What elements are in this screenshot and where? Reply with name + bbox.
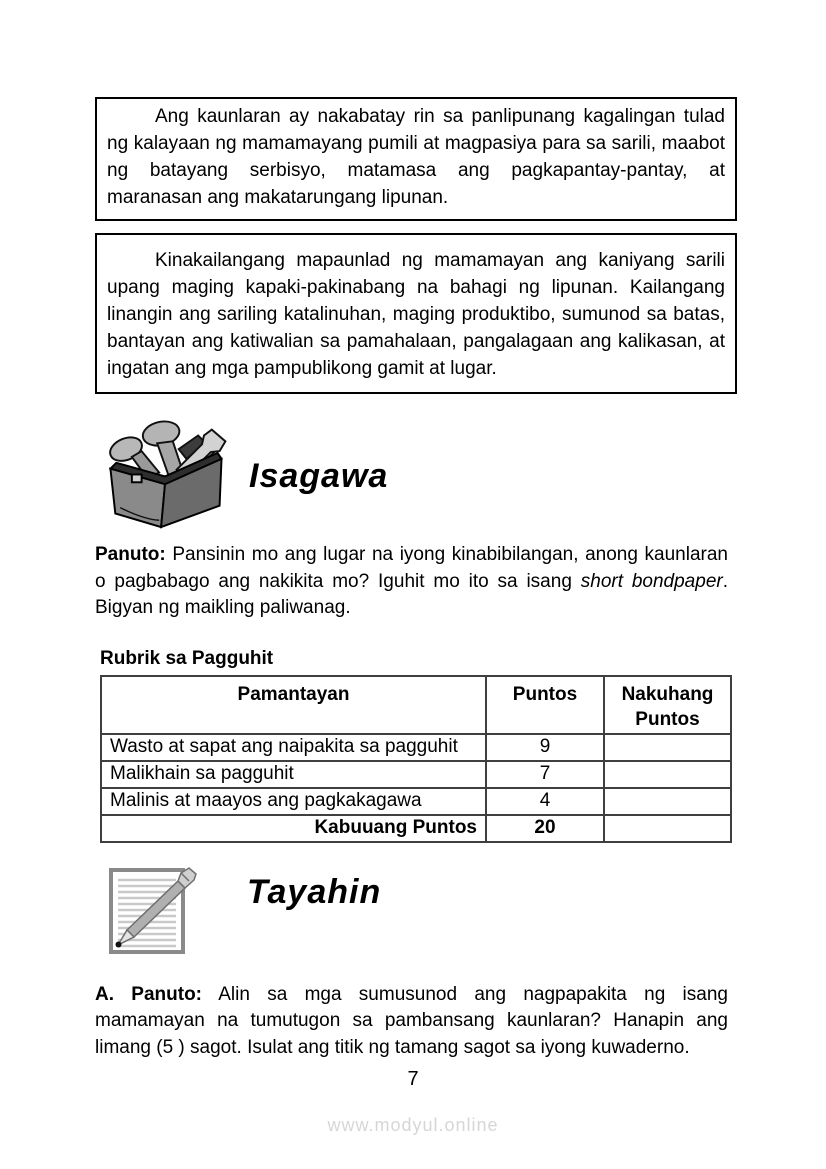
criterion-cell: Malikhain sa pagguhit bbox=[101, 761, 486, 788]
criterion-cell: Wasto at sapat ang naipakita sa pagguhit bbox=[101, 734, 486, 761]
tayahin-title: Tayahin bbox=[247, 872, 382, 911]
table-row bbox=[101, 761, 731, 788]
table-total-row bbox=[101, 815, 731, 842]
earned-points-cell bbox=[604, 788, 731, 815]
total-earned-cell bbox=[604, 815, 731, 842]
page-number: 7 bbox=[407, 1068, 419, 1090]
a-panuto-text: Alin sa mga sumusunod ang nagpapakita ng isang mamamayan na tumutugon sa pambansang kaunlaran? Hanapin ang limang (5 ) sagot. Isulat ang titik ng tamang sagot sa iyong kuwaderno. bbox=[95, 983, 728, 1058]
table-row bbox=[101, 788, 731, 815]
header-nakuhang-puntos: Nakuhang Puntos bbox=[604, 676, 731, 734]
toolbox-icon bbox=[95, 416, 235, 536]
a-panuto-label: A. Panuto: bbox=[95, 983, 202, 1005]
isagawa-title: Isagawa bbox=[249, 456, 389, 495]
info-box-1-text: Ang kaunlaran ay nakabatay rin sa panlipunang kagalingan tulad ng kalayaan ng mamamayang pumili at magpasiya para sa sarili, maabot ng batayang serbisyo, matamasa ang pagkapantay-pantay, at maranasan ang makatarungang lipunan. bbox=[107, 106, 725, 208]
earned-points-cell bbox=[604, 761, 731, 788]
header-puntos: Puntos bbox=[486, 676, 604, 734]
total-points-cell: 20 bbox=[486, 815, 604, 842]
earned-points-cell bbox=[604, 734, 731, 761]
panuto-tail-text: . Bigyan ng maikling paliwanag. bbox=[95, 570, 728, 618]
panuto-text: Pansinin mo ang lugar na iyong kinabibilangan, anong kaunlaran o pagbabago ang nakikita mo? Iguhit mo ito sa isang bbox=[95, 544, 728, 592]
tayahin-section-header bbox=[95, 867, 737, 960]
total-label-cell: Kabuuang Puntos bbox=[101, 815, 486, 842]
points-cell: 9 bbox=[486, 734, 604, 761]
info-box-2-text: Kinakailangang mapaunlad ng mamamayan ang kaniyang sarili upang maging kapaki-pakinabang na bahagi ng lipunan. Kailangang linangin ang sariling katalinuhan, maging produktibo, sumunod sa batas, bantayan ang katiwalian sa pamahalaan, pangalagaan ang kalikasan, at ingatan ang mga pampublikong gamit at lugar. bbox=[107, 250, 725, 379]
watermark: www.modyul.online bbox=[327, 1115, 499, 1135]
panuto-label: Panuto: bbox=[95, 544, 166, 565]
criterion-cell: Malinis at maayos ang pagkakagawa bbox=[101, 788, 486, 815]
rubric-table bbox=[100, 675, 732, 843]
panuto-italic-text: short bondpaper bbox=[580, 570, 723, 592]
points-cell: 7 bbox=[486, 761, 604, 788]
tayahin-instructions bbox=[95, 982, 728, 1062]
isagawa-instructions bbox=[95, 542, 728, 622]
points-cell: 4 bbox=[486, 788, 604, 815]
notepad-pencil-icon bbox=[105, 867, 205, 960]
table-row bbox=[101, 734, 731, 761]
rubric-title: Rubrik sa Pagguhit bbox=[100, 647, 274, 669]
info-box-1 bbox=[95, 97, 737, 221]
rubric-header-row bbox=[101, 676, 731, 734]
info-box-2 bbox=[95, 233, 737, 394]
header-pamantayan: Pamantayan bbox=[101, 676, 486, 734]
isagawa-section-header bbox=[95, 416, 737, 536]
